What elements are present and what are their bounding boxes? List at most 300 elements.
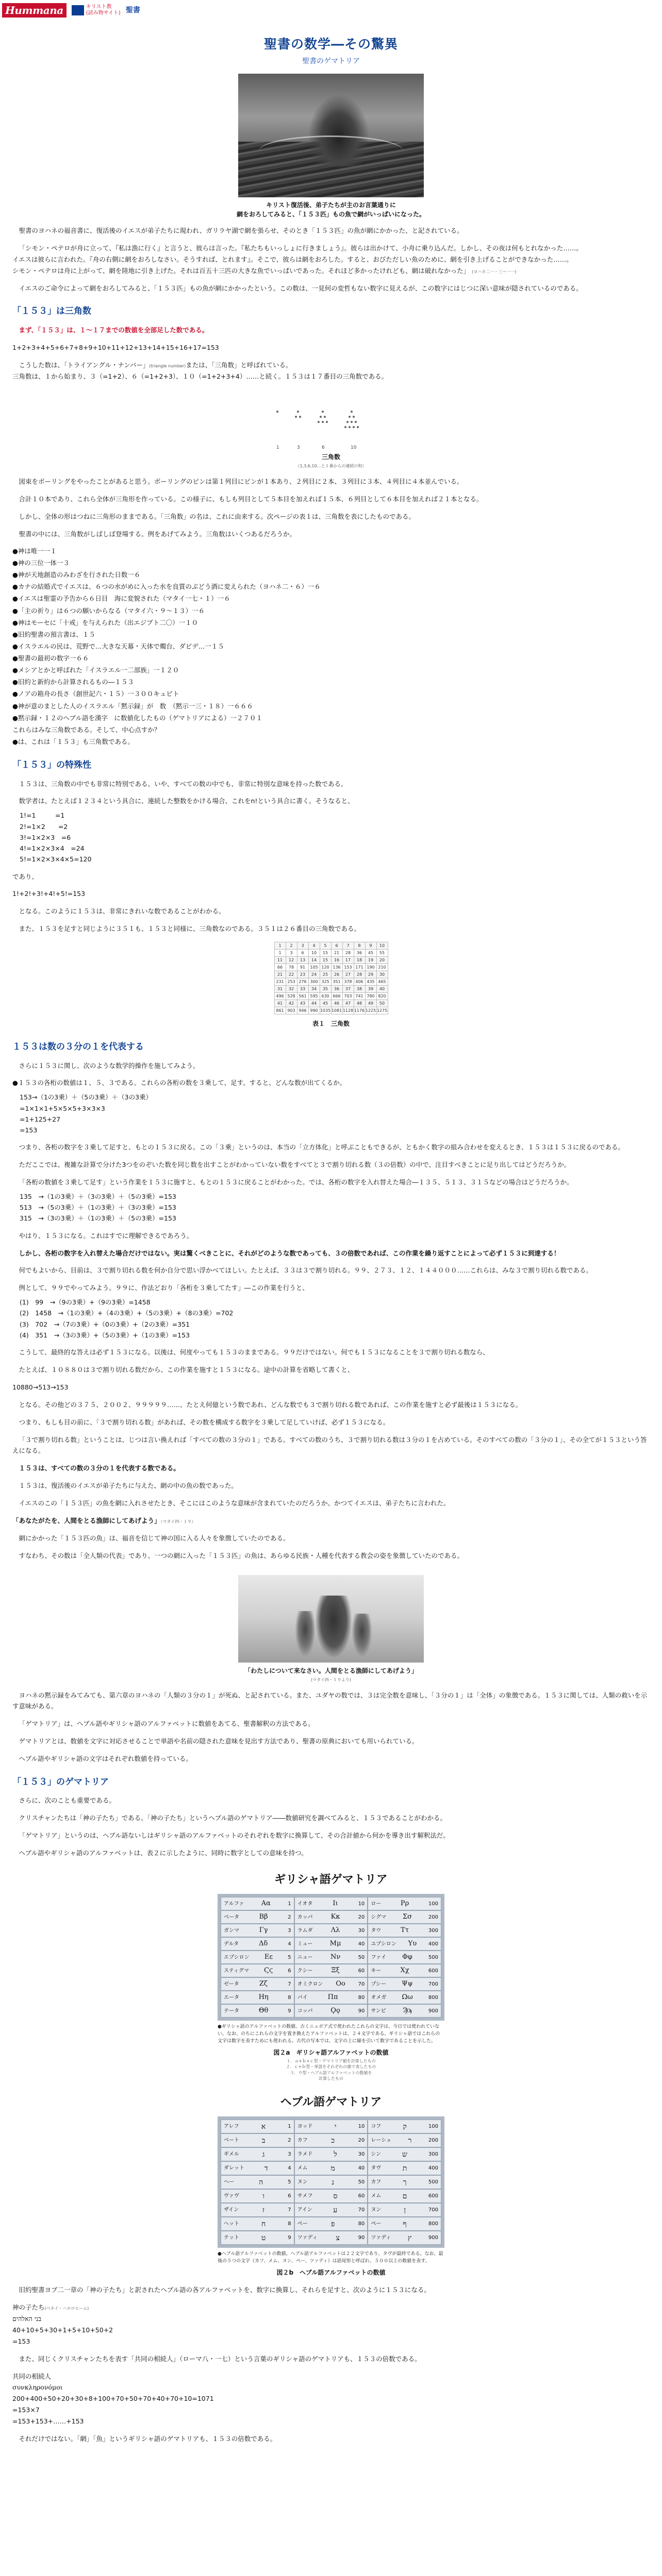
sec4-p4: ヘブル語やギリシャ語のアルファベットは、表２に示したように、同時に数字としての意味を持つ。 — [19, 1849, 308, 1857]
letter-name: レーシュ — [371, 2138, 391, 2144]
table-cell: 21 — [274, 971, 286, 978]
letter-value: 40 — [358, 2165, 365, 2172]
letter-glyph: Ϛϛ — [264, 1967, 273, 1974]
sec1-p1-c: と呼ばれている。 — [240, 361, 292, 369]
table-row — [221, 2231, 441, 2245]
table-cell: 16 — [331, 957, 342, 964]
fishers-of-men-figure — [238, 1575, 424, 1663]
figure2-subcaption: (マタイ四・１９より) — [310, 1677, 352, 1682]
greek-subnote-4: 計算したもの — [319, 2076, 343, 2081]
letter-name: ユプシロン — [371, 1941, 396, 1947]
gematria-cell — [294, 1897, 368, 1910]
table-cell: 55 — [376, 950, 388, 957]
gematria-cell-content — [297, 2232, 365, 2245]
letter-value: 50 — [358, 2179, 365, 2185]
factorial-line: 4!=1×2×3×4 =24 — [20, 844, 85, 852]
letter-glyph: Χχ — [400, 1967, 409, 1974]
gematria-cell — [294, 2147, 368, 2161]
cube-calc-list — [12, 1092, 650, 1136]
list-item: ●神はモーセに「十戒」を与えられた（出エジプト二〇）一１０ — [12, 618, 198, 626]
table-cell: 561 — [297, 993, 308, 1000]
gematria-cell — [368, 1991, 441, 2004]
table-cell: 666 — [331, 993, 342, 1000]
letter-value: 3 — [288, 2151, 291, 2158]
gematria-cell-content — [297, 2148, 365, 2161]
letter-name: アルファ — [224, 1901, 244, 1907]
table-row — [274, 978, 388, 986]
gematria-cell — [294, 1937, 368, 1951]
dots-subcaption: （1,3,6,10…と１番からの連続の和） — [295, 464, 367, 469]
table-cell: 496 — [274, 993, 286, 1000]
letter-glyph: ת — [402, 2164, 407, 2173]
letter-value: 3 — [288, 1927, 291, 1934]
table-cell: 36 — [331, 986, 342, 993]
sec5-calc2: 200+400+50+20+30+8+100+70+50+70+40+70+10=1071 — [12, 2395, 214, 2403]
figure-rock — [316, 1596, 352, 1657]
gematria-cell-content — [297, 1925, 365, 1937]
gematria-cell — [294, 1924, 368, 1937]
table-cell: 1176 — [354, 1007, 365, 1014]
letter-name: ラメド — [297, 2151, 313, 2158]
sec1-p1-b: または、「三角数」 — [186, 361, 241, 369]
table-cell: 946 — [297, 1007, 308, 1014]
letter-glyph: ר — [408, 2136, 412, 2145]
sublogo-top: キリスト教 — [86, 4, 112, 10]
triangular-table — [274, 942, 388, 1014]
gematria-cell — [294, 2133, 368, 2147]
sec5-label1 — [12, 2302, 650, 2313]
table-cell: 210 — [376, 964, 388, 971]
letter-name: プシー — [371, 1981, 386, 1987]
letter-glyph: Αα — [261, 1900, 271, 1907]
letter-glyph: ה — [259, 2178, 263, 2187]
table-cell: 21 — [331, 950, 342, 957]
gematria-cell-content — [297, 2162, 365, 2175]
perm-line: 315 →（3の3乗）＋（1の3乗）＋（5の3乗）=153 — [20, 1214, 176, 1223]
letter-value: 90 — [358, 2008, 365, 2014]
calc-line: =1×1×1+5×5×5+3×3×3 — [20, 1104, 105, 1112]
letter-name: ダレット — [224, 2165, 244, 2172]
gematria-cell-content — [297, 2218, 365, 2231]
list-item: ●「主の祈り」は６つの願いからなる（マタイ六・９〜１３）一６ — [12, 606, 205, 615]
table-cell: 105 — [308, 964, 320, 971]
gematria-cell — [294, 1991, 368, 2004]
factorial-line: 2!=1×2 =2 — [20, 822, 68, 831]
gematria-cell — [294, 2120, 368, 2133]
gematria-cell-content — [297, 1911, 365, 1923]
letter-value: 50 — [358, 1954, 365, 1960]
sec1-p6: 聖書の中には、三角数がしばしば登場する。例をあげてみよう。三角数はいくつあるだろうか。 — [19, 530, 296, 538]
letter-value: 100 — [428, 1901, 438, 1907]
letter-glyph: Σσ — [402, 1913, 412, 1921]
photo-net — [259, 135, 403, 166]
letter-value: 400 — [428, 2165, 438, 2172]
table-row — [221, 2189, 441, 2203]
letter-glyph: Δδ — [259, 1940, 268, 1947]
letter-glyph: ח — [261, 2219, 266, 2228]
letter-name: エータ — [224, 1994, 239, 2001]
sec1-p2-b: （=1+2）、６（=1+2+3）、１０（=1+2+3+4） — [96, 372, 246, 380]
site-header — [0, 0, 662, 21]
table-cell: 28 — [354, 971, 365, 978]
gematria-cell-content — [224, 2232, 291, 2245]
sec1-lead — [12, 325, 650, 336]
letter-glyph: נ — [332, 2178, 334, 2187]
letter-name: サンピ — [371, 2008, 386, 2014]
table-row — [221, 1897, 441, 1910]
letter-name: シグマ — [371, 1914, 387, 1920]
factorial-line: 3!=1×2×3 =6 — [20, 833, 71, 841]
table-row — [221, 1910, 441, 1924]
gematria-cell — [221, 2203, 294, 2217]
hebrew-gematria-title: ヘブル語ゲマトリア — [280, 2095, 382, 2109]
table-cell: 276 — [297, 978, 308, 986]
sec2-p2: 数学者は、たとえば１２３４という具合に、連続した整数をかける場合、これをn!という具合に書く。そうなると、 — [19, 797, 354, 805]
gematria-cell — [294, 1964, 368, 1977]
book-icon — [72, 5, 84, 15]
sec5-label1-text: 神の子たち — [12, 2303, 45, 2312]
letter-name: カフ — [297, 2138, 308, 2144]
sec1-p3: 図束をボーリングをやったことがあると思う。ボーリングのピンは第１列目にピンが１本あり、２列目に２本、３列目に３本、４列目に４本並んでいる。 — [19, 478, 464, 486]
letter-value: 30 — [358, 1927, 365, 1934]
triangular-dot — [353, 426, 355, 428]
letter-name: ヨッド — [297, 2124, 313, 2130]
gematria-cell-content — [371, 2176, 438, 2189]
gematria-cell — [368, 1977, 441, 1991]
dots-caption: 三角数 — [321, 453, 340, 461]
sec1-p4: 合計１０本であり、これら全体が三角形を作っている。この様子に、もしも列目として５本目を加えれば１５本、６列目として６本目を加えれば２１本となる。 — [19, 495, 483, 503]
letter-value: 600 — [428, 1968, 438, 1974]
gematria-cell-content — [371, 1938, 438, 1950]
gematria-cell — [368, 1937, 441, 1951]
gematria-cell-content — [224, 1938, 291, 1950]
gematria-cell-content — [371, 1992, 438, 2004]
letter-name: ツァディ — [297, 2235, 318, 2241]
sec2-p1: １５３は、三角数の中でも非常に特別である。いや、すべての数の中でも、非常に特別な意味を持った数である。 — [19, 779, 347, 788]
table-cell: 190 — [365, 964, 376, 971]
gematria-cell-content — [297, 2204, 365, 2217]
gematria-cell — [221, 1991, 294, 2004]
table-cell: 45 — [320, 1000, 331, 1007]
table-row — [274, 964, 388, 971]
letter-value: 60 — [358, 1968, 365, 1974]
letter-value: 9 — [288, 2008, 291, 2014]
letter-name: ベート — [224, 2138, 239, 2144]
table-cell: 3 — [286, 950, 297, 957]
sec1-p2-a: 三角数は、１から始まり、３ — [12, 372, 96, 380]
letter-name: テータ — [224, 2008, 239, 2014]
gematria-cell — [221, 2161, 294, 2175]
gematria-cell-content — [297, 2190, 365, 2203]
table-cell: 38 — [354, 986, 365, 993]
gematria-cell-content — [371, 2190, 438, 2203]
table-row — [274, 971, 388, 978]
perm-line: 513 →（5の3乗）＋（1の3乗）＋（3の3乗）=153 — [20, 1204, 176, 1212]
letter-glyph: Ξξ — [331, 1967, 340, 1974]
gematria-cell-content — [297, 1952, 365, 1963]
page-title: 聖書の数学―その驚異 — [263, 37, 398, 52]
perm-line: 135 →（1の3乗）＋（3の3乗）＋（5の3乗）=153 — [20, 1192, 176, 1200]
hebrew-gematria-table — [218, 2116, 444, 2248]
triangular-dot — [353, 416, 355, 418]
letter-value: 7 — [288, 1981, 291, 1987]
letter-name: ヘット — [224, 2221, 239, 2227]
letter-name: ファイ — [371, 1954, 387, 1960]
factorial-line: 1!=1 =1 — [20, 811, 65, 820]
letter-name: ヴァヴ — [224, 2193, 239, 2199]
table-cell: 66 — [274, 964, 286, 971]
gematria-cell — [294, 2189, 368, 2203]
sec3-p19: ヨハネの黙示録をみてみても、第六章のヨハネの「人類の３分の１」が死ぬ、と記されている。また、ユダヤの数では、３は完全数を意味し、「３分の１」は「全体」の象徴である。１５３に関しては、人類の救いを示す意味がある。 — [12, 1691, 648, 1710]
table-row — [274, 950, 388, 957]
gematria-cell — [221, 2217, 294, 2231]
triangular-dot — [346, 421, 349, 423]
site-sublogo[interactable] — [72, 4, 121, 16]
greek-subnote-2: ２．ｃ+ｂ型・単語をそれぞれの値で表したもの — [286, 2064, 376, 2070]
table-cell: 15 — [320, 950, 331, 957]
table-cell: 48 — [354, 1000, 365, 1007]
letter-glyph: Ππ — [327, 1993, 338, 2001]
calc-line: =1+125+27 — [20, 1115, 61, 1123]
greek-subnote-3: ３．ウ型・ヘブル語アルファベットの数値を — [290, 2070, 372, 2075]
letter-value: 40 — [358, 1941, 365, 1947]
gematria-cell — [368, 2147, 441, 2161]
table-cell: 595 — [308, 993, 320, 1000]
quote-paragraph — [12, 243, 650, 277]
gematria-cell — [294, 1910, 368, 1924]
triangular-dot — [326, 421, 328, 423]
gematria-cell-content — [224, 1965, 291, 1977]
table-cell: 300 — [308, 978, 320, 986]
letter-value: 400 — [428, 1941, 438, 1947]
sec4-p2: クリスチャンたちは「神の子たち」である。「神の子たち」というヘブル語のゲマトリア――数値研究を調べてみると、１５３であることがわかる。 — [19, 1814, 447, 1822]
gematria-cell — [221, 1937, 294, 1951]
sec3-p9: 例として、９９でやってみよう。９９に、作法どおり「各桁を３乗してたす」―この作業を行うと、 — [19, 1284, 309, 1292]
sec3-p6: やはり、１５３になる。これはすでに理解できるであろう。 — [19, 1231, 193, 1240]
sec3-quote-ref: （マタイ四・１９） — [160, 1519, 196, 1524]
greek-gematria-title: ギリシャ語ゲマトリア — [274, 1873, 388, 1886]
gematria-cell-content — [371, 2162, 438, 2175]
triangular-dot — [349, 426, 351, 428]
table-row — [221, 2120, 441, 2133]
table-row — [221, 2133, 441, 2147]
letter-value: 6 — [288, 1968, 291, 1974]
gematria-cell-content — [224, 2204, 291, 2217]
letter-name: ゼータ — [224, 1981, 239, 1987]
gematria-cell — [368, 2004, 441, 2018]
list-item: ●旧約と新約から計算されるもの―１５３ — [12, 678, 134, 686]
sec2-p3: であり、 — [12, 872, 39, 880]
sec2-p5: また、１５３を足すと同じように３５１も、１５３と同様に、三角数なのである。３５１は２６番目の三角数である。 — [19, 925, 361, 933]
table-cell: 28 — [342, 950, 354, 957]
sec5-calc2b: =153×7 — [12, 2406, 40, 2414]
letter-value: 900 — [428, 2235, 438, 2241]
hebrew-note: ●ヘブル語アルファベットの数値。ヘブル語アルファベットは２２文字であり、タヴが最終である。なお、最後の５つの文字（カフ、メム、ヌン、ペー、ツァディ）は語尾形と呼ばれ、５００以上の数値を表す。 — [218, 2251, 443, 2264]
letter-name: ペー — [371, 2221, 382, 2227]
letter-value: 600 — [428, 2193, 438, 2199]
letter-value: 700 — [428, 2207, 438, 2213]
table-cell: 34 — [308, 986, 320, 993]
table-cell: 29 — [365, 971, 376, 978]
sec1-p1-a: こうした数は、「トライアングル・ナンバー」 — [19, 361, 150, 369]
table1-caption: 表１ 三角数 — [312, 1020, 350, 1027]
gematria-cell-content — [371, 1952, 438, 1963]
gematria-cell — [368, 2203, 441, 2217]
letter-glyph: Ϙϙ — [330, 2007, 340, 2014]
table-row — [221, 1937, 441, 1951]
table-cell: 45 — [365, 950, 376, 957]
sec3-p15: １５３は、復活後のイエスが弟子たちに与えた、網の中の魚の数であった。 — [19, 1482, 238, 1490]
table-row — [274, 942, 388, 950]
table-cell: 703 — [342, 993, 354, 1000]
table-cell: 25 — [320, 971, 331, 978]
letter-name: アレフ — [224, 2124, 239, 2130]
sec5-label1-small: (ベネイ・ハエロヒーム) — [44, 2306, 89, 2311]
gematria-cell-content — [371, 2005, 438, 2017]
gematria-cell-content — [224, 1978, 291, 1990]
section-heading-triangular: 「１５３」は三角数 — [12, 306, 91, 317]
letter-name: タヴ — [371, 2165, 382, 2172]
letter-value: 800 — [428, 2221, 438, 2227]
letter-glyph: Ττ — [401, 1926, 409, 1934]
table-row — [221, 2004, 441, 2018]
table-cell: 37 — [342, 986, 354, 993]
greek-note: ●ギリシャ語のアルファベットの数値。古くニュボア式で使われたこれらの文字は、今日では使われていない。なお、のちにこれらの文字を置き換えたアルファベットは、２４文字である。ギリシャ語ではこれらの文字は数字を表すためにも使われる。古代の写本では、文字の上に線を引いて数字であることを示した。 — [218, 2024, 440, 2044]
letter-glyph: Οο — [336, 1980, 345, 1988]
list-item: ●神は唯一一１ — [12, 547, 57, 555]
letter-value: 500 — [428, 1954, 438, 1960]
letter-value: 900 — [428, 2008, 438, 2014]
gematria-cell-content — [371, 2218, 438, 2231]
gematria-cell-content — [224, 2134, 291, 2147]
gematria-cell-content — [371, 2121, 438, 2133]
gematria-cell-content — [224, 2176, 291, 2189]
letter-value: 80 — [358, 2221, 365, 2227]
letter-value: 100 — [428, 2124, 438, 2130]
gematria-cell — [368, 2217, 441, 2231]
letter-value: 30 — [358, 2151, 365, 2158]
calc-line: 153→（1の3乗）＋（5の3乗）＋（3の3乗） — [20, 1093, 153, 1101]
section-heading-special: 「１５３」の特殊性 — [12, 760, 91, 770]
letter-name: テット — [224, 2235, 239, 2241]
sec2-sumfact: 1!+2!+3!+4!+5!=153 — [12, 890, 86, 898]
letter-glyph: י — [334, 2122, 337, 2131]
greek-gematria-table — [218, 1894, 444, 2021]
table-cell: 1081 — [331, 1007, 342, 1014]
gematria-cell-content — [224, 2148, 291, 2161]
sec5-calc2c: =153+153+……+153 — [12, 2417, 84, 2426]
list-item: ●神が天地創造のみわざを行された日数一６ — [12, 571, 141, 579]
letter-value: 2 — [288, 2138, 291, 2144]
gematria-cell-content — [297, 1898, 365, 1910]
fishing-photo — [238, 74, 424, 197]
letter-glyph: Ιι — [333, 1900, 338, 1907]
gematria-cell — [294, 2175, 368, 2189]
gematria-cell — [294, 2004, 368, 2018]
letter-name: パイ — [297, 1994, 308, 2001]
sec5-label2: 共同の相続人 — [12, 2372, 52, 2380]
gematria-cell — [221, 1897, 294, 1910]
table-row — [221, 1964, 441, 1977]
gematria-cell — [368, 2175, 441, 2189]
letter-value: 500 — [428, 2179, 438, 2185]
quote-line-3: シモン・ペテロは舟に上がって、網を陸地に引き上げた。それは百五十三匹の大きな魚でいっぱいであった。それほど多かったけれども、網は破れなかった」 — [12, 266, 470, 275]
letter-glyph: Ωω — [402, 1993, 413, 2001]
gematria-cell-content — [224, 1952, 291, 1963]
letter-value: 70 — [358, 2207, 365, 2213]
gematria-cell-content — [224, 1992, 291, 2004]
letter-value: 7 — [288, 2207, 291, 2213]
sec3-p18: すなわち、その数は「全人類の代表」であり、一つの網に入った「１５３匹」の魚は、あらゆる民族・人種を代表する教会の姿を象徴していたのである。 — [19, 1551, 464, 1560]
factorial-list — [12, 810, 650, 865]
letter-value: 9 — [288, 2235, 291, 2241]
letter-value: 70 — [358, 1981, 365, 1987]
letter-name: シン — [371, 2151, 382, 2158]
letter-glyph: מ — [330, 2164, 335, 2173]
table-cell: 171 — [354, 964, 365, 971]
table-cell: 351 — [331, 978, 342, 986]
sec3-chain: 10880→513→153 — [12, 1383, 69, 1391]
sec5-p3: それだけではない。「網」「魚」というギリシャ語のゲマトリアも、１５３の倍数である。 — [19, 2434, 277, 2443]
table-cell: 22 — [286, 971, 297, 978]
table-cell: 325 — [320, 978, 331, 986]
table-cell: 36 — [354, 950, 365, 957]
gematria-cell-content — [297, 2121, 365, 2133]
table-row — [221, 1951, 441, 1964]
sec3-p21: ゲマトリアとは、数値を文字に対応させることで単語や名前の隠された意味を見出す方法であり、聖書の原典においても用いられている。 — [19, 1737, 419, 1745]
triangular-dot-label: 10 — [351, 445, 357, 450]
site-logo[interactable]: Hummana — [2, 3, 67, 18]
table-cell: 41 — [274, 1000, 286, 1007]
sec3-bold1: １５３は、すべての数の３分の１を代表する数である。 — [19, 1464, 180, 1472]
sec3-p3: つまり、各桁の数字を３乗して足すと、もとの１５３に戻る。この「３乗」というのは、本当の「立方体化」と呼ぶこともできるが、ともかく数字の組み合わせを変えるとき、１５３は１５３に戻るのである。 — [19, 1143, 625, 1151]
gematria-cell-content — [224, 2121, 291, 2133]
table-cell: 153 — [342, 964, 354, 971]
letter-name: カフ — [371, 2179, 382, 2185]
table-cell: 7 — [342, 942, 354, 950]
gematria-cell — [221, 2175, 294, 2189]
letter-glyph: Ββ — [259, 1913, 268, 1921]
letter-name: ラムダ — [297, 1927, 313, 1934]
letter-name: キー — [371, 1968, 382, 1974]
gematria-cell-content — [371, 1965, 438, 1977]
gematria-cell-content — [371, 1911, 438, 1923]
letter-glyph: Θθ — [258, 2007, 269, 2014]
letter-name: ロー — [371, 1901, 382, 1907]
gematria-cell — [294, 2231, 368, 2245]
figure-person-1 — [295, 1611, 316, 1657]
gematria-cell — [294, 2161, 368, 2175]
letter-name: イオタ — [297, 1901, 313, 1907]
list-item: これらはみな三角数である。そして、中心点すか？ — [12, 725, 161, 734]
letter-name: コッパ — [297, 2008, 313, 2014]
gematria-cell-content — [224, 2005, 291, 2017]
table-cell: 903 — [286, 1007, 297, 1014]
letter-name: ツァディ — [371, 2235, 391, 2241]
greek-subnotes — [12, 2058, 650, 2081]
letter-name: タウ — [371, 1927, 382, 1934]
gematria-cell — [368, 1924, 441, 1937]
table-cell: 24 — [308, 971, 320, 978]
table-cell: 31 — [274, 986, 286, 993]
table-cell: 9 — [365, 942, 376, 950]
table-cell: 10 — [376, 942, 388, 950]
nav-bible-link[interactable]: 聖書 — [125, 6, 140, 14]
sec2-p4: となる。このように１５３は、非常にきれいな数であることがわかる。 — [19, 907, 225, 916]
table-cell: 78 — [286, 964, 297, 971]
list-item: ●旧約聖書の預言書は、１５ — [12, 630, 95, 638]
gematria-cell-content — [224, 1925, 291, 1937]
